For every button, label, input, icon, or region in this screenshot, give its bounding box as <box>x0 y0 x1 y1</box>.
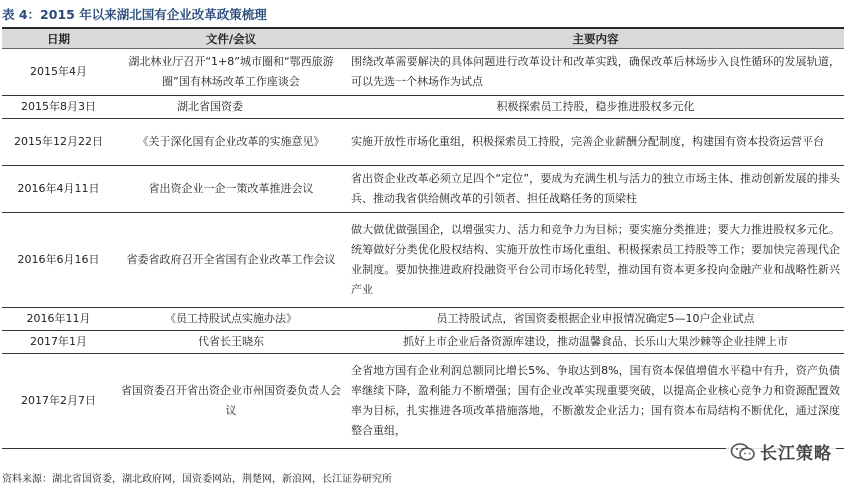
row-content: 全省地方国有企业利润总额同比增长5%、争取达到8%，国有资本保值增值水平稳中有升，资产负债率继续下降，盈利能力不断增强；国有企业改革实现重要突破，以提高企业核心竞争力和资源配置效率为目标，扎实推进各项改革措施落地，不断激发企业活力；国有资本布局结构不断优化，通过深度整合重组， <box>347 354 844 449</box>
header-content: 主要内容 <box>347 28 844 49</box>
row-doc: 代省长王晓东 <box>115 331 347 354</box>
header-doc: 文件/会议 <box>115 28 347 49</box>
source-note: 资料来源：湖北省国资委，湖北政府网，国资委网站，荆楚网，新浪网，长江证券研究所 <box>2 474 392 485</box>
row-date: 2016年6月16日 <box>2 213 115 308</box>
row-content: 实施开放性市场化重组，积极探索员工持股，完善企业薪酬分配制度，构建国有资本投资运营平台 <box>347 119 844 166</box>
row-date: 2017年2月7日 <box>2 354 115 449</box>
row-date: 2017年1月 <box>2 331 115 354</box>
row-doc: 湖北省国资委 <box>115 96 347 119</box>
row-date: 2015年4月 <box>2 49 115 96</box>
row-date: 2015年8月3日 <box>2 96 115 119</box>
watermark-text: 长江策略 <box>760 444 832 464</box>
table-title: 表 4：2015 年以来湖北国有企业改革政策梳理 <box>2 7 267 22</box>
row-doc: 省出资企业一企一策改革推进会议 <box>115 166 347 213</box>
table-row <box>2 96 844 119</box>
row-content: 积极探索员工持股，稳步推进股权多元化 <box>347 96 844 119</box>
policy-table <box>2 27 844 449</box>
header-date: 日期 <box>2 28 115 49</box>
table-row <box>2 308 844 331</box>
table-header-row <box>2 28 844 49</box>
wechat-icon <box>730 442 756 462</box>
row-doc: 《员工持股试点实施办法》 <box>115 308 347 331</box>
row-content: 抓好上市企业后备资源库建设，推动温馨食品、长乐山大果沙棘等企业挂牌上市 <box>347 331 844 354</box>
row-content: 做大做优做强国企，以增强实力、活力和竞争力为目标；要实施分类推进；要大力推进股权多元化。统筹做好分类优化股权结构、实施开放性市场化重组、积极探索员工持股等工作；要加快完善现代企业制度。要加快推进政府投融资平台公司市场化转型，推动国有资本更多投向金融产业和战略性新兴产业 <box>347 213 844 308</box>
row-date: 2016年4月11日 <box>2 166 115 213</box>
row-content: 围绕改革需要解决的具体问题进行改革设计和改革实践，确保改革后林场步入良性循环的发展轨道，可以先选一个林场作为试点 <box>347 49 844 96</box>
row-date: 2016年11月 <box>2 308 115 331</box>
table-row <box>2 354 844 449</box>
row-doc: 湖北林业厅召开“1+8”城市圈和“鄂西旅游圈”国有林场改革工作座谈会 <box>115 49 347 96</box>
table-row <box>2 49 844 96</box>
row-doc: 省国资委召开省出资企业市州国资委负责人会议 <box>115 354 347 449</box>
row-content: 员工持股试点，省国资委根据企业申报情况确定5—10户企业试点 <box>347 308 844 331</box>
table-row <box>2 213 844 308</box>
row-date: 2015年12月22日 <box>2 119 115 166</box>
watermark <box>726 437 836 466</box>
table-row <box>2 166 844 213</box>
table-row <box>2 331 844 354</box>
row-doc: 省委省政府召开全省国有企业改革工作会议 <box>115 213 347 308</box>
row-doc: 《关于深化国有企业改革的实施意见》 <box>115 119 347 166</box>
table-row <box>2 119 844 166</box>
row-content: 省出资企业改革必须立足四个“定位”，要成为充满生机与活力的独立市场主体、推动创新发展的排头兵、推动我省供给侧改革的引领者、担任战略任务的顶梁柱 <box>347 166 844 213</box>
